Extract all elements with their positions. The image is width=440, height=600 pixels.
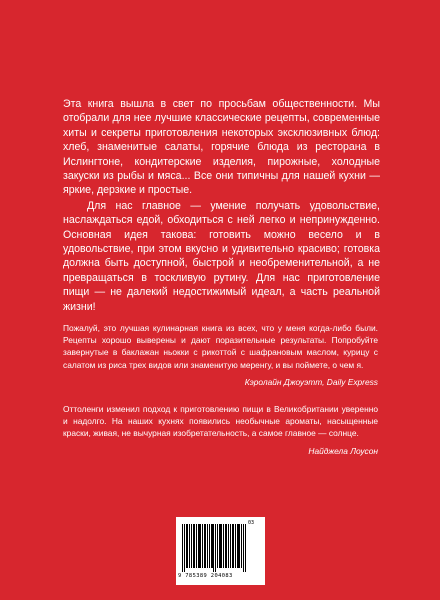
book-blurb [63, 97, 380, 314]
review-quote-text: Пожалуй, это лучшая кулинарная книга из всех, что у меня когда-либо были. Рецепты хорошо выверены и дают поразительные результаты. Попробуйте завернутые в баклажан ньокки с рикоттой с шафрановым маслом, курицу с салатом из риса трех видов или знаменитую меренгу, и вы поймете, о чем я. [63, 323, 378, 370]
barcode-digits: 9 785389 204083 [178, 573, 233, 579]
review-attribution: Найджела Лоусон [308, 445, 378, 456]
review-quote-text: Оттоленги изменил подход к приготовлению пищи в Великобритании уверенно и надолго. На наших кухнях появились необычные ароматы, насыщенные краски, живая, не вычурная изобретательность, а самое главное — солнце. [63, 404, 378, 439]
blurb-paragraph-1: Эта книга вышла в свет по просьбам общественности. Мы отобрали для нее лучшие классические рецепты, современные хиты и секреты приготовления некоторых эксклюзивных блюд: хлеб, знаменитые салаты, горячие блюда из ресторана в Ислингтоне, кондитерские изделия, пирожные, холодные закуски из рыбы и мяса... Все они типичны для нашей кухни — яркие, дерзкие и простые. [63, 98, 380, 197]
blurb-paragraph-2: Для нас главное — умение получать удовольствие, наслаждаться едой, обходиться с ней легко и непринужденно. Основная идея такова: готовить можно весело и в удовольствие, при этом вкусно и удивительно красиво; готовка должна быть доступной, быстрой и необременительной, а не превращаться в тоскливую рутину. Для нас приготовление пищи — не далекий недостижимый идеал, а часть реальной жизни! [63, 199, 380, 313]
barcode-bars [182, 524, 246, 572]
review-quote-1 [63, 322, 378, 388]
isbn-barcode [176, 517, 265, 585]
barcode-addon-digits: 03 [248, 520, 255, 526]
review-quote-2 [63, 403, 378, 457]
review-attribution: Кэролайн Джоуэтт, Daily Express [244, 376, 378, 387]
